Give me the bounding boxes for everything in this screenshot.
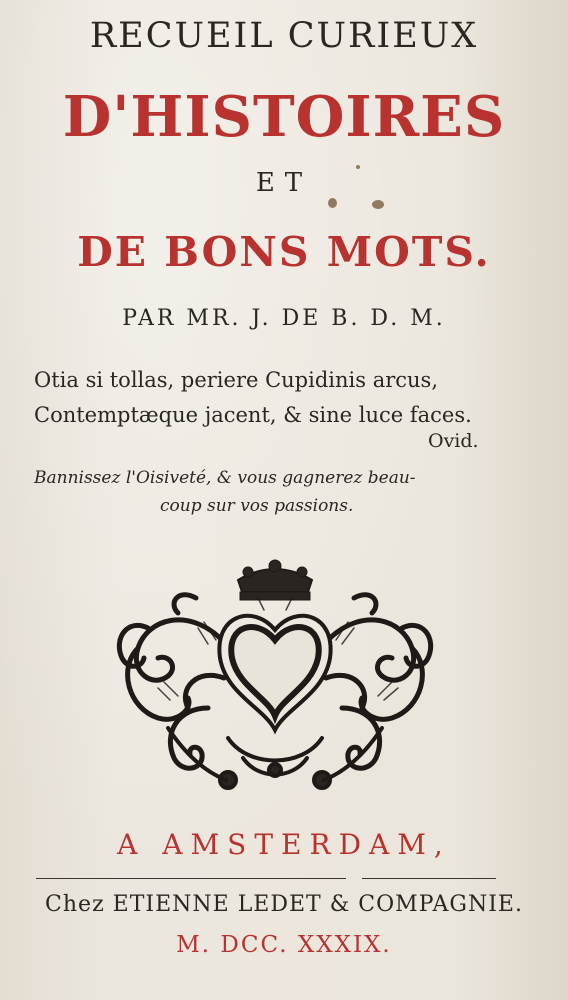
title-line-1: RECUEIL CURIEUX: [89, 16, 479, 56]
crowned-cartouche-vignette: [108, 558, 442, 802]
epigraph-line-1: Otia si tollas, periere Cupidinis arcus,: [34, 368, 438, 392]
epigraph-source: Ovid.: [428, 430, 479, 452]
epigraph-line-2: Contemptæque jacent, & sine luce faces.: [34, 403, 472, 427]
right-acanthus-scroll: [326, 595, 431, 768]
imprint-divider: [362, 878, 496, 879]
motto-line-2: coup sur vos passions.: [160, 496, 354, 516]
motto-line-1: Bannissez l'Oisiveté, & vous gagnerez beau-: [34, 468, 416, 488]
crown-ornament: [238, 560, 312, 600]
title-line-3: ET: [255, 168, 313, 198]
foxing-spot: [328, 198, 337, 208]
title-line-2: D'HISTOIRES: [62, 84, 506, 150]
left-acanthus-scroll: [119, 595, 224, 768]
author-line: PAR MR. J. DE B. D. M.: [122, 306, 446, 331]
imprint-publisher: Chez ETIENNE LEDET & COMPAGNIE.: [45, 892, 523, 917]
title-line-4: DE BONS MOTS.: [77, 228, 491, 276]
heart-shield: [231, 627, 318, 716]
foxing-spot: [372, 200, 384, 209]
imprint-divider: [36, 878, 346, 879]
imprint-city: A AMSTERDAM,: [117, 828, 451, 861]
imprint-year: M. DCC. XXXIX.: [176, 932, 392, 958]
